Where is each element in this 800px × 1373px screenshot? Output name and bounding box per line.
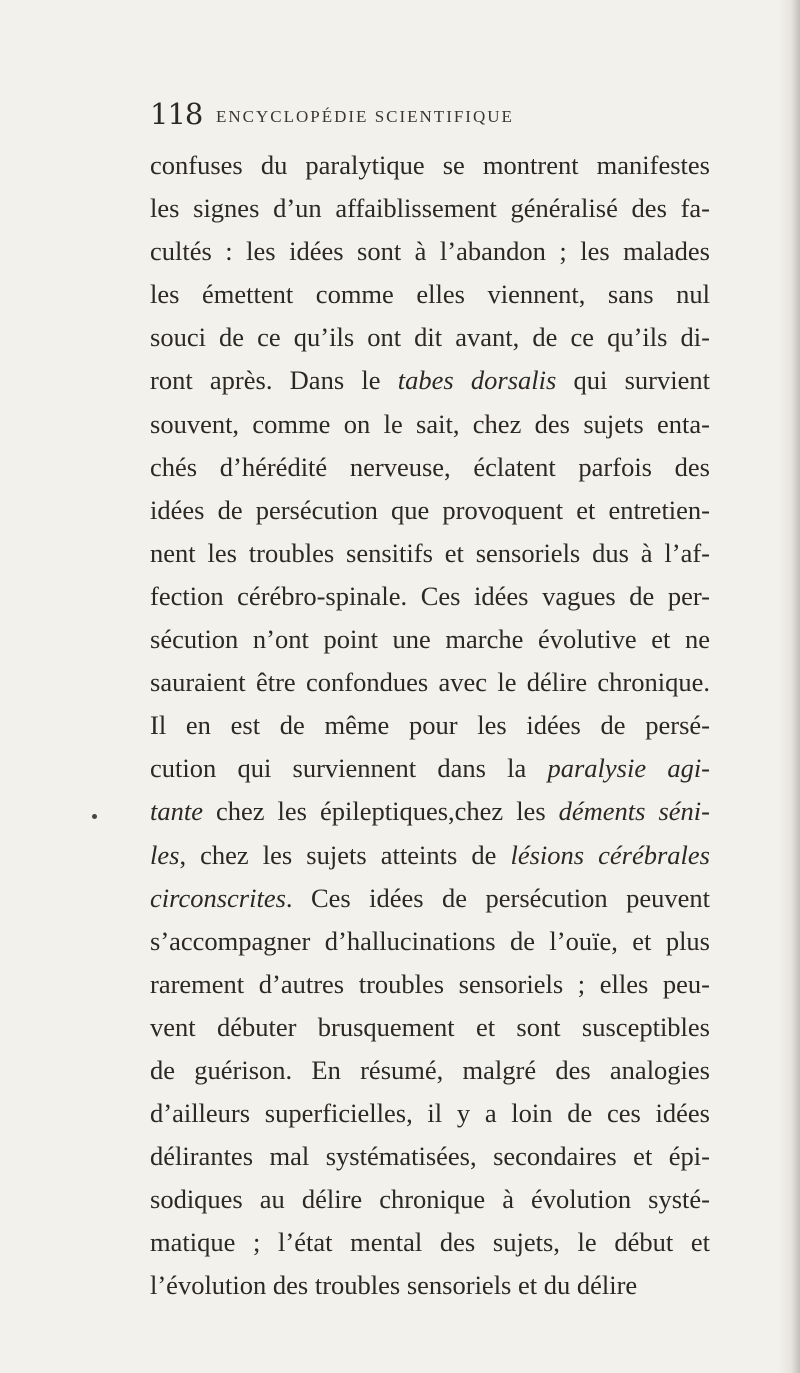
text-line — [150, 963, 710, 1006]
italic-term: paralysie agi- — [547, 753, 711, 784]
text-segment: s’accompagner d’hallucinations de l’ouïe, et plus — [150, 925, 710, 956]
text-segment: confuses du paralytique se montrent manifestes — [150, 150, 710, 180]
text-line — [150, 316, 710, 359]
running-title: ENCYCLOPÉDIE SCIENTIFIQUE — [216, 107, 514, 126]
text-segment: ront après. Dans le — [150, 365, 398, 396]
text-segment: sodiques au délire chronique à évolution systé- — [150, 1184, 710, 1215]
text-line — [150, 877, 710, 920]
text-segment: chez les épileptiques,chez les — [203, 796, 559, 827]
text-segment: chés d’hérédité nerveuse, éclatent parfois des — [150, 451, 710, 482]
italic-term: déments séni- — [558, 796, 710, 827]
text-line — [150, 618, 710, 661]
text-line — [150, 704, 710, 747]
text-line — [150, 661, 710, 704]
text-segment: cution qui surviennent dans la — [150, 753, 548, 784]
text-segment: , chez les sujets atteints de — [179, 839, 511, 870]
text-line — [150, 1178, 710, 1221]
text-line — [150, 1006, 710, 1049]
italic-term: les — [150, 839, 180, 870]
text-segment: les signes d’un affaiblissement généralisé des fa- — [150, 193, 710, 224]
text-segment: Il en est de même pour les idées de persé- — [150, 710, 710, 741]
text-line — [150, 1092, 710, 1135]
page-header — [150, 96, 710, 136]
text-segment: rarement d’autres troubles sensoriels ; elles peu- — [150, 968, 710, 999]
italic-term: tabes dorsalis — [397, 365, 557, 396]
text-segment: cultés : les idées sont à l’abandon ; les malades — [150, 236, 710, 267]
text-segment: délirantes mal systématisées, secondaires et épi- — [150, 1141, 710, 1172]
text-segment: l’évolution des troubles sensoriels et du délire — [150, 1270, 638, 1301]
text-line — [150, 1264, 710, 1307]
text-line — [150, 489, 710, 532]
text-segment: nent les troubles sensitifs et sensoriels dus à l’af- — [150, 537, 710, 568]
text-segment: de guérison. En résumé, malgré des analogies — [150, 1054, 710, 1085]
text-line — [150, 1049, 710, 1092]
text-line — [150, 403, 710, 446]
text-line — [150, 1221, 710, 1264]
text-segment: sauraient être confondues avec le délire chronique. — [150, 667, 710, 698]
page-number: 118 — [150, 97, 203, 131]
text-segment: d’ailleurs superficielles, il y a loin de ces idées — [150, 1098, 710, 1129]
page-edge-shadow — [778, 0, 800, 1373]
italic-term: tante — [150, 796, 203, 827]
text-line — [150, 747, 710, 790]
text-line — [150, 834, 710, 877]
text-line — [150, 1135, 710, 1178]
italic-term: circonscrites — [150, 882, 286, 913]
body-text — [150, 144, 710, 1308]
text-segment: souci de ce qu’ils ont dit avant, de ce qu’ils di- — [150, 322, 710, 353]
text-line — [150, 790, 710, 833]
text-segment: sécution n’ont point une marche évolutive et ne — [150, 624, 710, 655]
text-segment: idées de persécution que provoquent et entretien- — [150, 494, 710, 525]
text-segment: souvent, comme on le sait, chez des sujets enta- — [150, 408, 710, 439]
text-segment: qui survient — [556, 365, 710, 396]
text-line — [150, 920, 710, 963]
text-line — [150, 575, 710, 618]
text-line — [150, 446, 710, 489]
italic-term: lésions cérébrales — [510, 839, 710, 870]
text-segment: vent débuter brusquement et sont susceptibles — [150, 1011, 710, 1042]
text-line — [150, 359, 710, 402]
text-segment: matique ; l’état mental des sujets, le début et — [150, 1227, 710, 1258]
text-line — [150, 187, 710, 230]
text-line — [150, 532, 710, 575]
text-line — [150, 144, 710, 187]
text-line — [150, 230, 710, 273]
text-line — [150, 273, 710, 316]
margin-mark — [92, 814, 97, 819]
text-segment: les émettent comme elles viennent, sans nul — [150, 279, 710, 310]
text-segment: fection cérébro-spinale. Ces idées vagues de per- — [150, 580, 710, 611]
text-segment: . Ces idées de persécution peuvent — [285, 882, 710, 913]
